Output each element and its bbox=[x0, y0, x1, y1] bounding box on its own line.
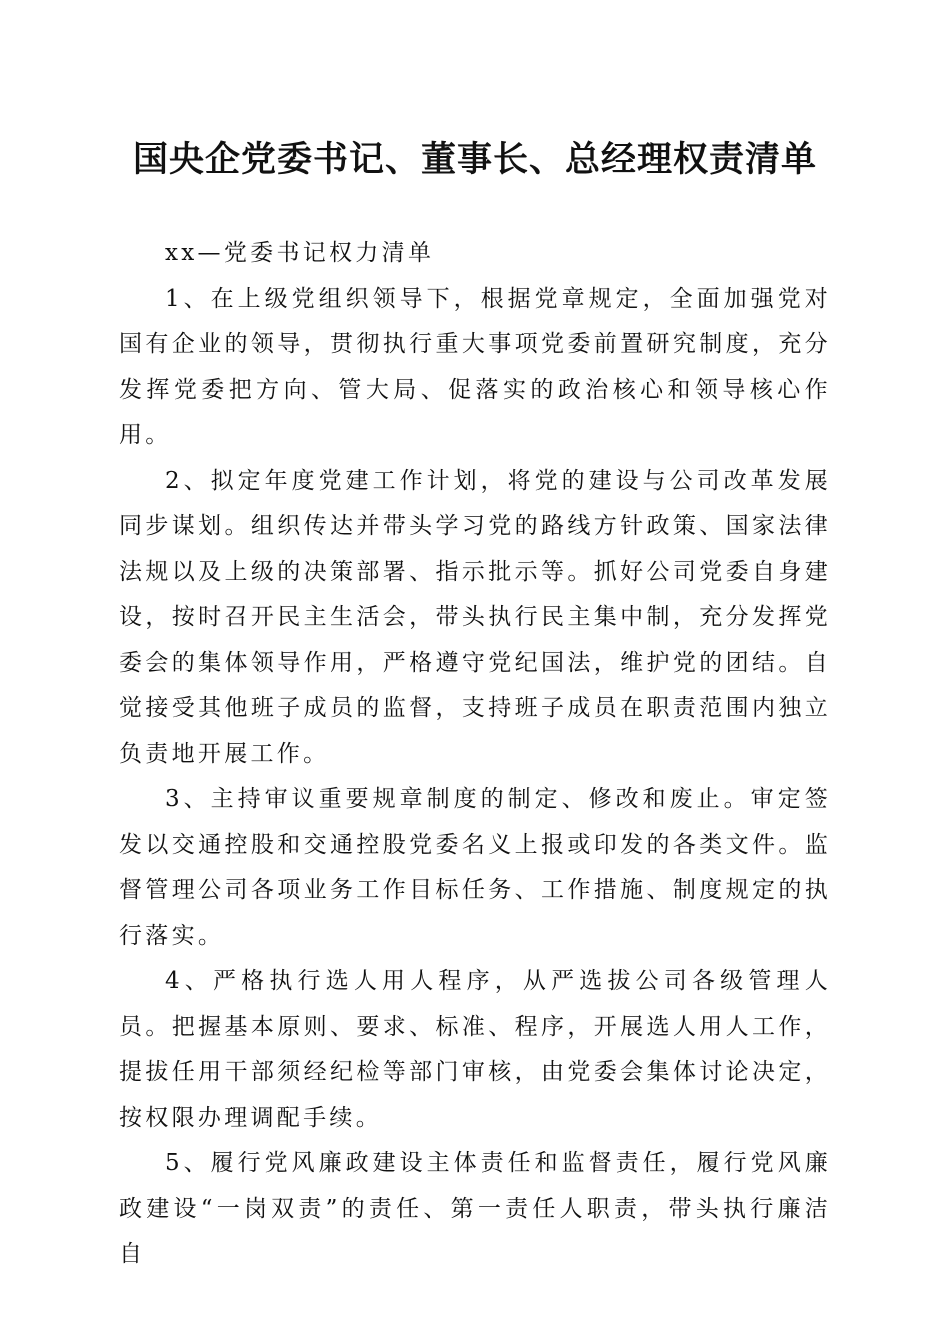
paragraph-1: 1、在上级党组织领导下，根据党章规定，全面加强党对国有企业的领导，贯彻执行重大事项党委前置研究制度，充分发挥党委把方向、管大局、促落实的政治核心和领导核心作用。 bbox=[119, 285, 831, 448]
document-title: 国央企党委书记、董事长、总经理权责清单 bbox=[132, 139, 817, 180]
section-heading: xx—党委书记权力清单 bbox=[165, 240, 435, 266]
paragraph-4: 4、严格执行选人用人程序，从严选拔公司各级管理人员。把握基本原则、要求、标准、程序，开展选人用人工作，提拔任用干部须经纪检等部门审核，由党委会集体讨论决定，按权限办理调配手续。 bbox=[119, 968, 831, 1131]
document-body bbox=[119, 231, 831, 1278]
paragraph-3: 3、主持审议重要规章制度的制定、修改和废止。审定签发以交通控股和交通控股党委名义上报或印发的各类文件。监督管理公司各项业务工作目标任务、工作措施、制度规定的执行落实。 bbox=[119, 786, 831, 949]
paragraph-2: 2、拟定年度党建工作计划，将党的建设与公司改革发展同步谋划。组织传达并带头学习党的路线方针政策、国家法律法规以及上级的决策部署、指示批示等。抓好公司党委自身建设，按时召开民主生活会，带头执行民主集中制，充分发挥党委会的集体领导作用，严格遵守党纪国法，维护党的团结。自觉接受其他班子成员的监督，支持班子成员在职责范围内独立负责地开展工作。 bbox=[119, 467, 831, 767]
paragraph-5: 5、履行党风廉政建设主体责任和监督责任，履行党风廉政建设“一岗双责”的责任、第一责任人职责，带头执行廉洁自 bbox=[119, 1150, 831, 1267]
